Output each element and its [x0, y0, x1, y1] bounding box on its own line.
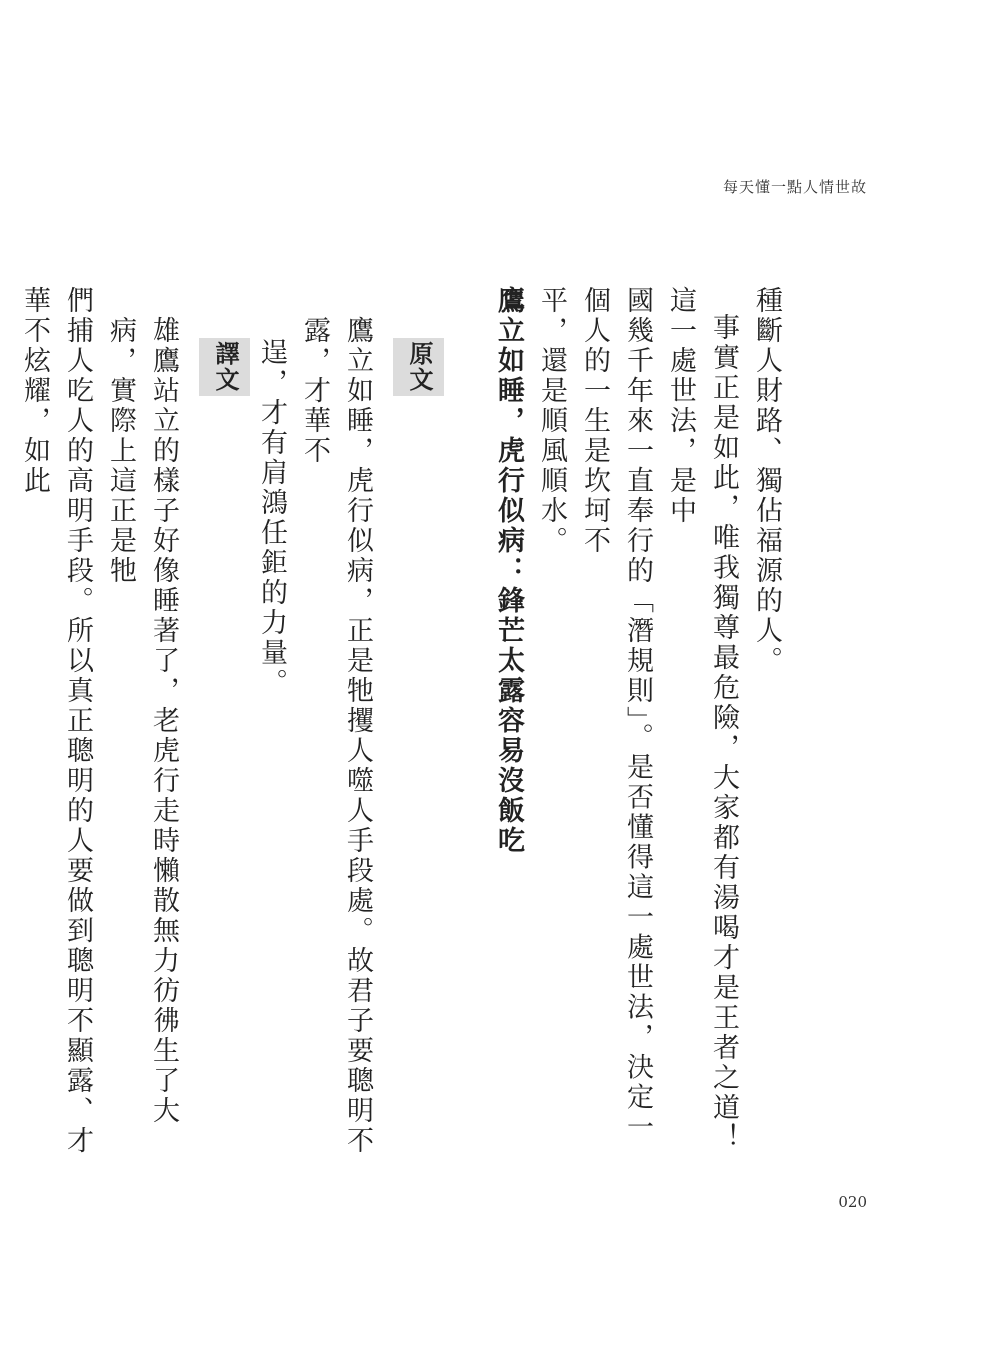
paragraph-line-1: 事實正是如此，唯我獨尊最危險，大家都有湯喝才是王者之道！這一處世法，是中	[665, 286, 739, 1153]
original-text-line-1: 鷹立如睡，虎行似病，正是牠攫人噬人手段處。故君子要聰明不露，才華不	[299, 316, 373, 1156]
page-number: 020	[838, 1193, 867, 1211]
intro-line: 種斷人財路、獨佔福源的人。	[751, 286, 782, 676]
paragraph-line-2: 國幾千年來一直奉行的「潛規則」。是否懂得這一處世法，決定一個人的一生是坎坷不	[579, 286, 653, 1143]
paragraph-line-3: 平，還是順風順水。	[536, 286, 567, 556]
running-header: 每天懂一點人情世故	[722, 178, 867, 196]
vertical-text-block	[13, 286, 788, 1156]
section-title: 鷹立如睡，虎行似病：鋒芒太露容易沒飯吃	[493, 286, 524, 856]
translation-text-line-1: 雄鷹站立的樣子好像睡著了，老虎行走時懶散無力彷彿生了大病，實際上這正是牠	[105, 316, 179, 1126]
translation-label-row	[199, 338, 250, 1156]
original-label-row	[393, 338, 444, 1156]
original-text-line-2: 逞，才有肩鴻任鉅的力量。	[256, 338, 287, 698]
translation-label: 譯文	[199, 338, 250, 396]
translation-text-line-2: 們捕人吃人的高明手段。所以真正聰明的人要做到聰明不顯露、才華不炫耀，如此	[19, 286, 93, 1156]
original-label: 原文	[393, 338, 444, 396]
